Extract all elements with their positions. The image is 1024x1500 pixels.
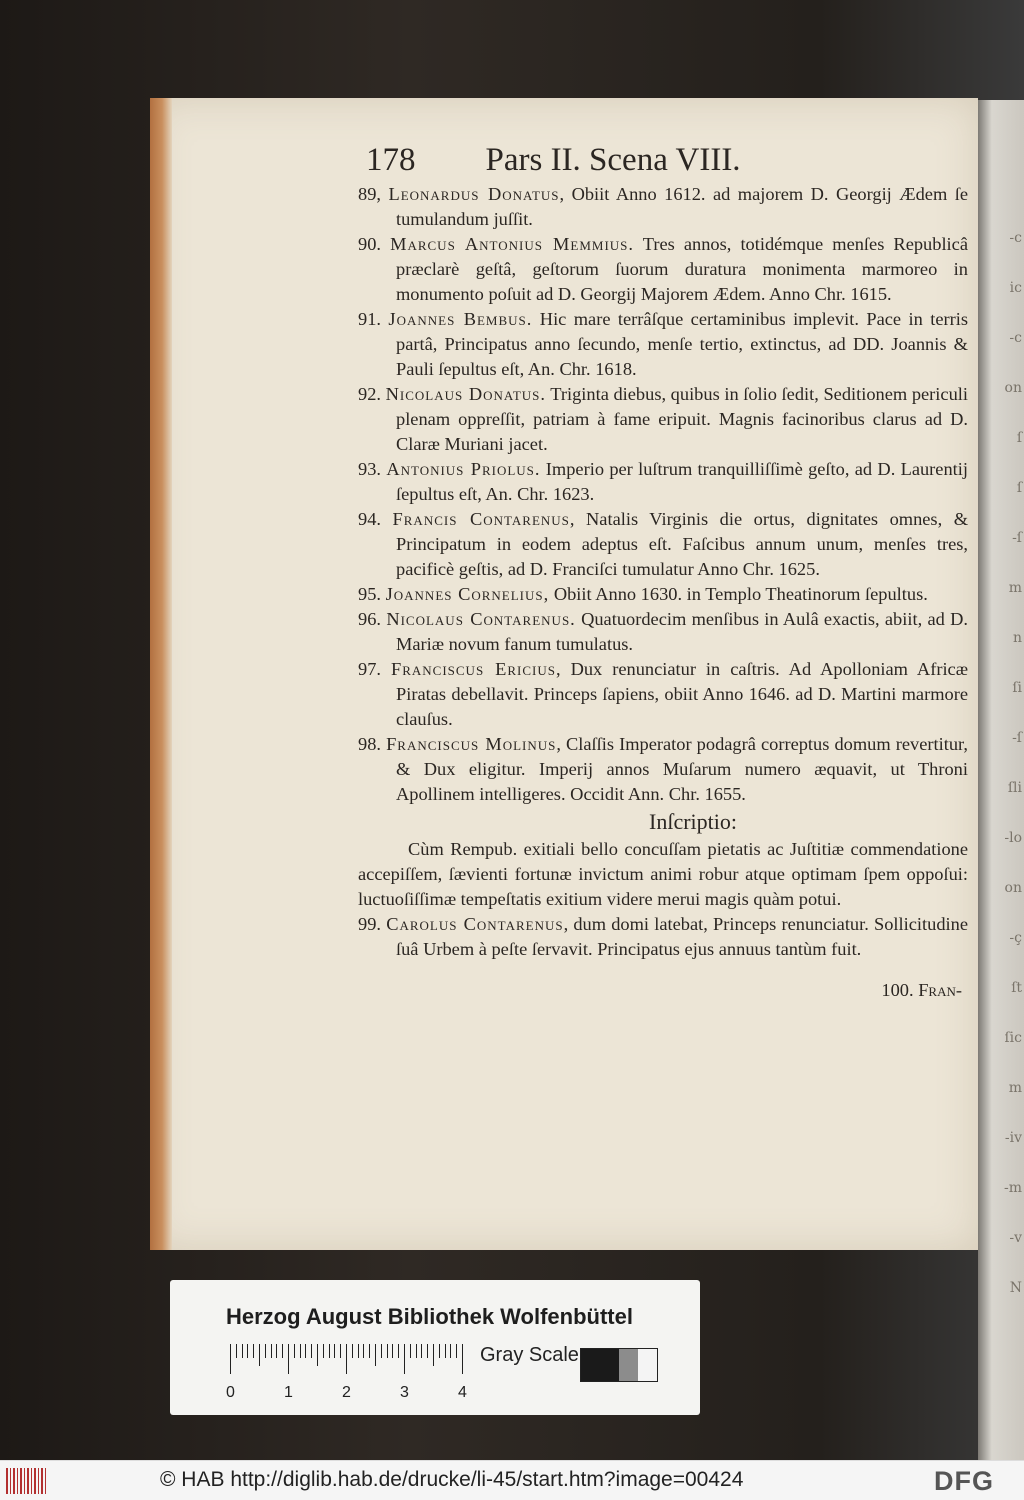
doge-name: Joannes Cornelius, xyxy=(385,584,550,604)
leaf-text-fragment: -v xyxy=(1009,1230,1022,1246)
ruler-number: 0 xyxy=(226,1384,235,1401)
ruler-tick xyxy=(404,1344,405,1374)
ruler-tick xyxy=(427,1344,428,1358)
doge-name: Nicolaus Donatus. xyxy=(385,384,546,404)
entry xyxy=(358,507,968,582)
dfg-logo: DFG xyxy=(934,1466,994,1496)
ruler-tick xyxy=(375,1344,376,1366)
ruler-tick xyxy=(259,1344,260,1366)
leaf-text-fragment: -c xyxy=(1009,330,1022,346)
entry-text: , dum domi latebat, Princeps renunciatur. Sollicitudine ſuâ Urbem à peſte ſervavit. Principatus ejus annuus tantùm fuit. xyxy=(396,914,968,959)
ruler-tick xyxy=(352,1344,353,1358)
ruler-tick xyxy=(387,1344,388,1358)
ruler-tick xyxy=(398,1344,399,1358)
ruler-tick xyxy=(271,1344,272,1358)
gray-scale-label: Gray Scale xyxy=(480,1344,579,1366)
leaf-text-fragment: -ç xyxy=(1009,930,1022,946)
ruler-tick xyxy=(340,1344,341,1358)
ruler-tick xyxy=(445,1344,446,1358)
entry-number: 92. xyxy=(358,384,381,404)
entry xyxy=(358,732,968,807)
leaf-text-fragment: -ſ xyxy=(1012,530,1022,546)
footer-bar xyxy=(0,1460,1024,1500)
leaf-text-fragment: ſt xyxy=(1011,980,1022,996)
leaf-text-fragment: ſ xyxy=(1016,480,1022,496)
leaf-text-fragment: m xyxy=(1008,1080,1022,1096)
entry xyxy=(358,457,968,507)
leaf-text-fragment: n xyxy=(1012,630,1022,646)
entry xyxy=(358,912,968,962)
entry-text: Imperio per luſtrum tranquilliſſimè geſto, ad D. Laurentij ſepultus eſt, An. Chr. 1623. xyxy=(396,459,968,504)
ruler-tick xyxy=(381,1344,382,1358)
entry-text: Quatuordecim menſibus in Aulâ exactis, abiit, ad D. Mariæ novum fanum tumulatus. xyxy=(396,609,969,654)
ruler-tick xyxy=(236,1344,237,1358)
entry-number: 90. xyxy=(358,234,381,254)
ruler-tick xyxy=(242,1344,243,1358)
doge-name: Francis Contarenus xyxy=(392,509,570,529)
entries-list xyxy=(358,182,968,807)
ruler-tick xyxy=(323,1344,324,1358)
entry xyxy=(358,607,968,657)
ruler-tick xyxy=(294,1344,295,1358)
entry-text: , Natalis Virginis die ortus, dignitates omnes, & Principatum in eodem adeptus eſt. Faſcibus annum unum, menſes tres, pacificè geſtis, ad D. Franciſci tumulatur Anno Chr. 1625. xyxy=(396,509,969,579)
entry-number: 95. xyxy=(358,584,381,604)
gray-swatch xyxy=(638,1349,657,1381)
ruler-tick xyxy=(288,1344,289,1374)
library-name: Herzog August Bibliothek Wolfenbüttel xyxy=(226,1304,633,1329)
ruler-tick xyxy=(300,1344,301,1358)
entry-text: , Claſſis Imperator podagrâ correptus domum revertitur, & Dux eligitur. Imperij annos Muſarum numero æquavit, ut Throni Apollinem intelligeres. Occidit Ann. Chr. 1655. xyxy=(396,734,969,804)
inscriptio-text: Cùm Rempub. exitiali bello concuſſam pietatis ac Juſtitiæ commendatione accepiſſem, ſævienti fortunæ invictum animi robur atque optimam ſpem oppoſui: luctuoſiſſimæ tempeſtatis exitium videre merui magis quàm potui. xyxy=(358,839,968,909)
leaf-text-fragment: -c xyxy=(1009,230,1022,246)
leaf-text-fragment: -m xyxy=(1003,1180,1022,1196)
gray-swatch xyxy=(581,1349,600,1381)
doge-name: Franciscus Ericius xyxy=(390,659,556,679)
entry-number: 97. xyxy=(358,659,381,679)
entry-number: 93. xyxy=(358,459,381,479)
leaf-text-fragment: on xyxy=(1004,380,1022,396)
ruler-number: 4 xyxy=(458,1384,467,1401)
ruler-tick xyxy=(369,1344,370,1358)
leaf-text-fragment: on xyxy=(1004,880,1022,896)
leaf-text-fragment: -iv xyxy=(1004,1130,1022,1146)
leaf-text-fragment: m xyxy=(1008,580,1022,596)
leaf-text-fragment: ſi xyxy=(1012,680,1022,696)
entry-text: Obiit Anno 1630. in Templo Theatinorum ſepultus. xyxy=(549,584,928,604)
entry xyxy=(358,657,968,732)
ruler-tick xyxy=(392,1344,393,1358)
entry-text: Triginta diebus, quibus in ſolio ſedit, Seditionem periculi plenam oppreſſit, patriam à fame eripuit. Magnis facinoribus clarus ad D. Claræ Muriani jacet. xyxy=(396,384,968,454)
ruler-tick xyxy=(247,1344,248,1358)
leaf-text-fragment: -ſ xyxy=(1012,730,1022,746)
entry xyxy=(358,182,968,232)
leaf-text-fragment: N xyxy=(1009,1280,1022,1296)
ruler-tick xyxy=(450,1344,451,1358)
ruler-tick xyxy=(230,1344,231,1374)
entry-text: , Dux renunciatur in caſtris. Ad Apolloniam Africæ Piratas debellavit. Princeps ſapiens, obiit Anno 1646. ad D. Martini marmore clauſus. xyxy=(396,659,968,729)
ruler-tick xyxy=(282,1344,283,1358)
doge-name: Nicolaus Contarenus. xyxy=(386,609,576,629)
ruler-tick xyxy=(334,1344,335,1358)
entry-number: 99. xyxy=(358,914,381,934)
leaf-text-fragment: ſ xyxy=(1016,430,1022,446)
ruler-tick xyxy=(358,1344,359,1358)
entry-text: Tres annos, totidémque menſes Republicâ præclarè geſtâ, geſtorum ſuorum duratura monimenta marmoreo in monumento poſuit ad D. Georgij Majorem Ædem. Anno Chr. 1615. xyxy=(396,234,968,304)
barcode-icon xyxy=(6,1468,46,1494)
ruler-tick xyxy=(253,1344,254,1358)
ruler-number: 2 xyxy=(342,1384,351,1401)
ruler-tick xyxy=(462,1344,463,1374)
entry xyxy=(358,232,968,307)
ruler-tick xyxy=(439,1344,440,1358)
entry-number: 91. xyxy=(358,309,381,329)
entry-number: 89, xyxy=(358,184,381,204)
page-number: 178 xyxy=(366,142,416,178)
ruler-tick xyxy=(317,1344,318,1366)
ruler-tick xyxy=(311,1344,312,1358)
next-page-edge xyxy=(978,100,1024,1460)
ruler-tick xyxy=(363,1344,364,1358)
entry xyxy=(358,382,968,457)
ruler-tick xyxy=(329,1344,330,1358)
ruler-number: 3 xyxy=(400,1384,409,1401)
doge-name: Antonius Priolus. xyxy=(386,459,541,479)
inscriptio-title: Inſcriptio: xyxy=(649,809,737,834)
page-fore-edge xyxy=(150,98,172,1250)
leaf-text-fragment: ic xyxy=(1009,280,1022,296)
ruler-tick xyxy=(276,1344,277,1358)
ruler-tick xyxy=(265,1344,266,1358)
ruler-tick xyxy=(456,1344,457,1358)
ruler-tick xyxy=(416,1344,417,1358)
page-header xyxy=(366,138,968,182)
entry-number: 98. xyxy=(358,734,381,754)
entry xyxy=(358,307,968,382)
doge-name: Joannes Bembus. xyxy=(388,309,533,329)
library-color-strip xyxy=(170,1280,700,1415)
ruler-number: 1 xyxy=(284,1384,293,1401)
entry-number: 96. xyxy=(358,609,381,629)
doge-name: Franciscus Molinus xyxy=(386,734,557,754)
gray-swatch xyxy=(619,1349,638,1381)
doge-name: Leonardus Donatus xyxy=(388,184,560,204)
entry xyxy=(358,582,968,607)
running-title: Pars II. Scena VIII. xyxy=(485,142,741,178)
page-text xyxy=(358,138,968,1003)
catchword: 100. Fran- xyxy=(881,980,962,1000)
scale-ruler xyxy=(226,1344,470,1401)
entry-number: 94. xyxy=(358,509,381,529)
ruler-tick xyxy=(421,1344,422,1358)
copyright-link[interactable]: © HAB http://diglib.hab.de/drucke/li-45/start.htm?image=00424 xyxy=(160,1468,744,1491)
ruler-tick xyxy=(410,1344,411,1358)
ruler-tick xyxy=(305,1344,306,1358)
ruler-tick xyxy=(433,1344,434,1366)
doge-name: Marcus Antonius Memmius. xyxy=(390,234,634,254)
entries-list-continued xyxy=(358,912,968,962)
entry-text: Hic mare terrâſque certaminibus implevit. Pace in terris partâ, Principatus anno ſecundo, menſe tertio, extinctus, ad DD. Joannis & Pauli ſepultus eſt, An. Chr. 1618. xyxy=(396,309,968,379)
gray-scale-swatches xyxy=(580,1348,658,1382)
entry-text: , Obiit Anno 1612. ad majorem D. Georgij Ædem ſe tumulandum juſſit. xyxy=(396,184,968,229)
ruler-tick xyxy=(346,1344,347,1374)
gray-swatch xyxy=(600,1349,619,1381)
doge-name: Carolus Contarenus xyxy=(386,914,564,934)
leaf-text-fragment: ſic xyxy=(1004,1030,1022,1046)
leaf-text-fragment: -lo xyxy=(1004,830,1022,846)
leaf-text-fragment: ſli xyxy=(1007,780,1022,796)
